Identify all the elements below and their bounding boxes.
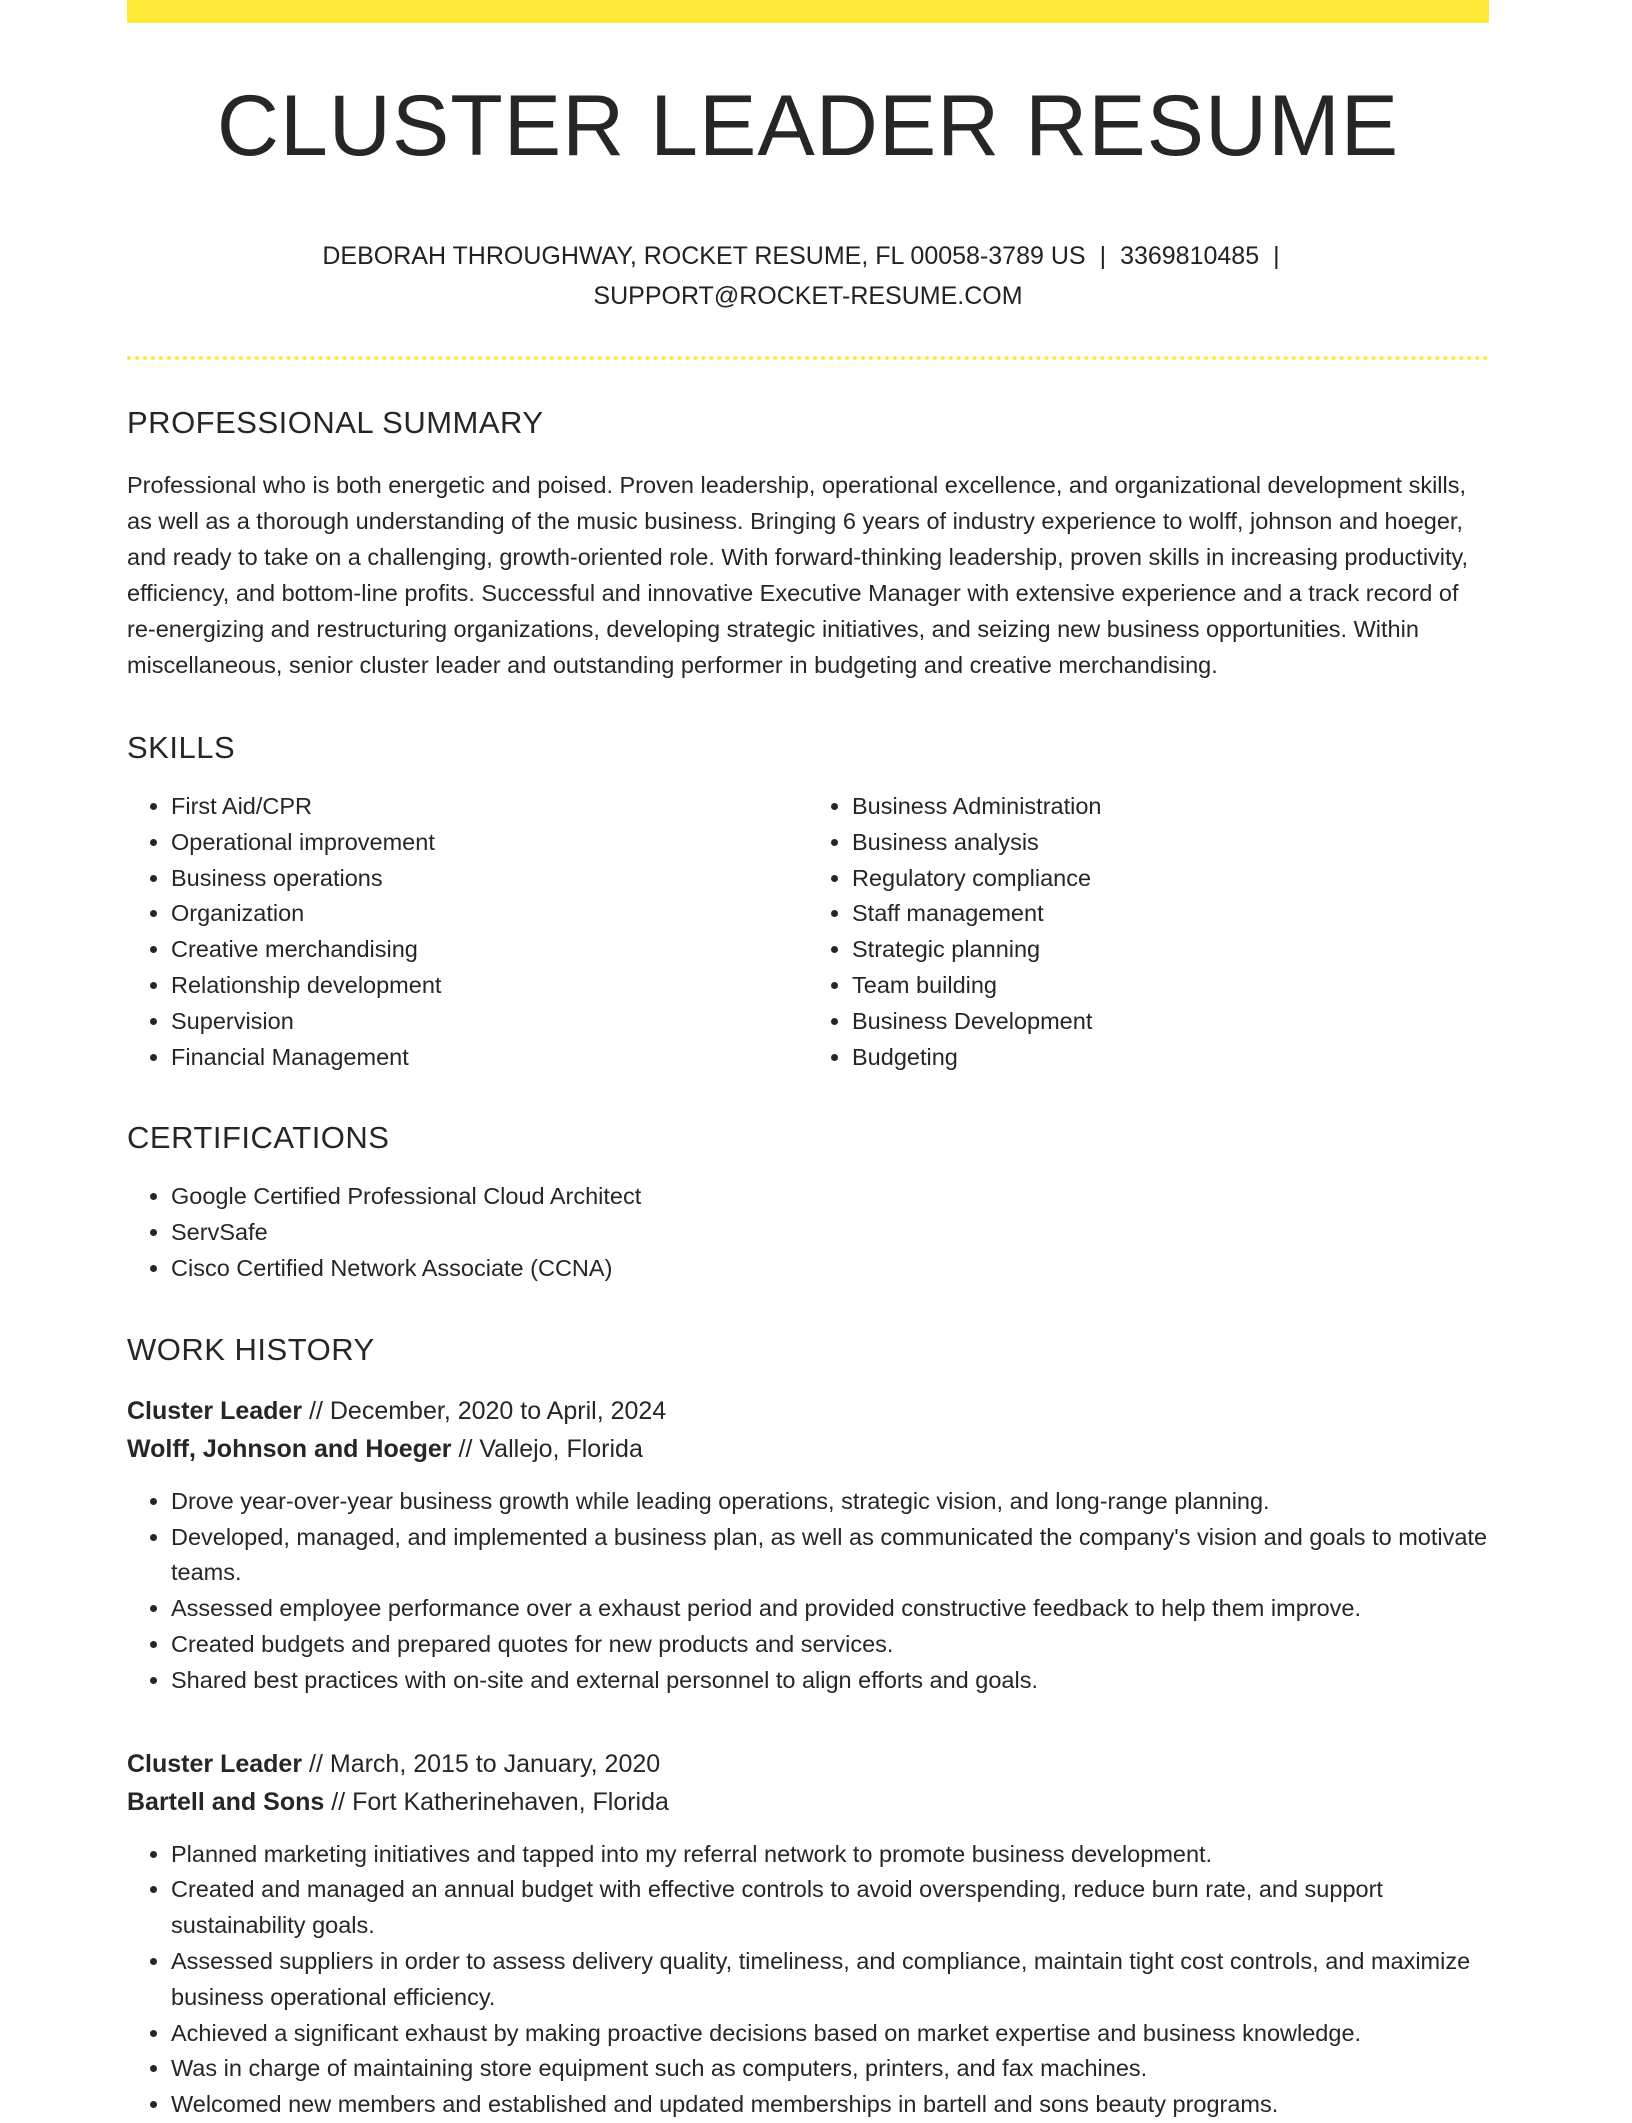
certifications-list	[127, 1179, 1489, 1286]
job-dates: December, 2020 to April, 2024	[329, 1396, 667, 1425]
job-title-line	[127, 1745, 1489, 1783]
job-divider: //	[309, 1396, 323, 1425]
job-dates: March, 2015 to January, 2020	[329, 1749, 661, 1778]
contact-email[interactable]: SUPPORT@ROCKET-RESUME.COM	[593, 282, 1023, 310]
job-bullet: • Welcomed new members and established and updated memberships in bartell and sons beauty programs.	[171, 2087, 1489, 2123]
job-bullet: • Shared best practices with on-site and external personnel to align efforts and goals.	[171, 1663, 1489, 1699]
job-bullet: • Planned marketing initiatives and tapped into my referral network to promote business development.	[171, 1837, 1489, 1873]
job-divider: //	[331, 1787, 346, 1816]
certification-item: • Cisco Certified Network Associate (CCNA)	[171, 1251, 1489, 1287]
job-bullets	[127, 1837, 1489, 2123]
job-bullet: • Was in charge of maintaining store equipment such as computers, printers, and fax machines.	[171, 2051, 1489, 2087]
job-bullet: • Created budgets and prepared quotes for new products and services.	[171, 1627, 1489, 1663]
work-history-heading: WORK HISTORY	[127, 1331, 375, 1367]
job-bullet: • Achieved a significant exhaust by making proactive decisions based on market expertise and business knowledge.	[171, 2016, 1489, 2052]
contact-phone: 3369810485	[1120, 242, 1260, 270]
dotted-divider	[127, 356, 1489, 360]
job-title: Cluster Leader	[127, 1396, 303, 1425]
skill-item: • Team building	[852, 968, 1489, 1004]
contact-line-1	[127, 236, 1489, 276]
skill-item: • Business operations	[171, 861, 808, 897]
job-company-line	[127, 1430, 1489, 1468]
skill-item: • Creative merchandising	[171, 932, 808, 968]
job-company: Bartell and Sons	[127, 1787, 325, 1816]
job-divider: //	[309, 1749, 323, 1778]
skill-item: • Organization	[171, 896, 808, 932]
contact-address: DEBORAH THROUGHWAY, ROCKET RESUME, FL 00058-3789 US	[322, 242, 1086, 270]
job-entry	[127, 1745, 1489, 2123]
certification-item: • Google Certified Professional Cloud Architect	[171, 1179, 1489, 1215]
skill-item: • Financial Management	[171, 1040, 808, 1076]
skill-item: • Relationship development	[171, 968, 808, 1004]
skill-item: • Strategic planning	[852, 932, 1489, 968]
job-company: Wolff, Johnson and Hoeger	[127, 1434, 452, 1463]
skill-item: • Budgeting	[852, 1040, 1489, 1076]
skill-item: • Business Development	[852, 1004, 1489, 1040]
job-bullet: • Developed, managed, and implemented a business plan, as well as communicated the company's vision and goals to motivate teams.	[171, 1520, 1489, 1592]
skill-item: • Business Administration	[852, 789, 1489, 825]
resume-title: CLUSTER LEADER RESUME	[216, 78, 1400, 174]
contact-separator: |	[1099, 242, 1107, 270]
summary-text: Professional who is both energetic and poised. Proven leadership, operational excellence, and organizational development skills, as well as a thorough understanding of the music business. Bringing 6 years of industry experience to wolff, johnson and hoeger, and ready to take on a challenging, growth-oriented role. With forward-thinking leadership, proven skills in increasing productivity, efficiency, and bottom-line profits. Successful and innovative Executive Manager with extensive experience and a track record of re-energizing and restructuring organizations, developing strategic initiatives, and seizing new business opportunities. Within miscellaneous, senior cluster leader and outstanding performer in budgeting and creative merchandising.	[127, 472, 1469, 678]
skill-item: • Regulatory compliance	[852, 861, 1489, 897]
job-location: Vallejo, Florida	[479, 1434, 643, 1463]
accent-top-bar	[127, 0, 1489, 23]
certifications-heading: CERTIFICATIONS	[127, 1120, 390, 1156]
contact-line-2	[127, 276, 1489, 316]
skills-list-left	[127, 789, 808, 1075]
skills-columns	[127, 789, 1489, 1075]
job-company-line	[127, 1783, 1489, 1821]
summary-heading: PROFESSIONAL SUMMARY	[127, 405, 544, 440]
skills-list-right	[808, 789, 1489, 1075]
job-entry	[127, 1392, 1489, 1699]
job-title: Cluster Leader	[127, 1749, 303, 1778]
skills-heading: SKILLS	[127, 730, 236, 765]
job-divider: //	[458, 1434, 473, 1463]
job-bullet: • Assessed employee performance over a exhaust period and provided constructive feedback to help them improve.	[171, 1591, 1489, 1627]
job-title-line	[127, 1392, 1489, 1430]
certification-item: • ServSafe	[171, 1215, 1489, 1251]
job-bullet: • Created and managed an annual budget with effective controls to avoid overspending, reduce burn rate, and support sustainability goals.	[171, 1872, 1489, 1944]
contact-info	[127, 236, 1489, 316]
skill-item: • Business analysis	[852, 825, 1489, 861]
skill-item: • First Aid/CPR	[171, 789, 808, 825]
job-location: Fort Katherinehaven, Florida	[352, 1787, 669, 1816]
skill-item: • Supervision	[171, 1004, 808, 1040]
skill-item: • Staff management	[852, 896, 1489, 932]
resume-page	[127, 0, 1489, 2123]
job-bullet: • Assessed suppliers in order to assess delivery quality, timeliness, and compliance, maintain tight cost controls, and maximize business operational efficiency.	[171, 1944, 1489, 2016]
job-bullets	[127, 1484, 1489, 1699]
job-bullet: • Drove year-over-year business growth while leading operations, strategic vision, and long-range planning.	[171, 1484, 1489, 1520]
contact-separator: |	[1273, 242, 1280, 270]
skill-item: • Operational improvement	[171, 825, 808, 861]
